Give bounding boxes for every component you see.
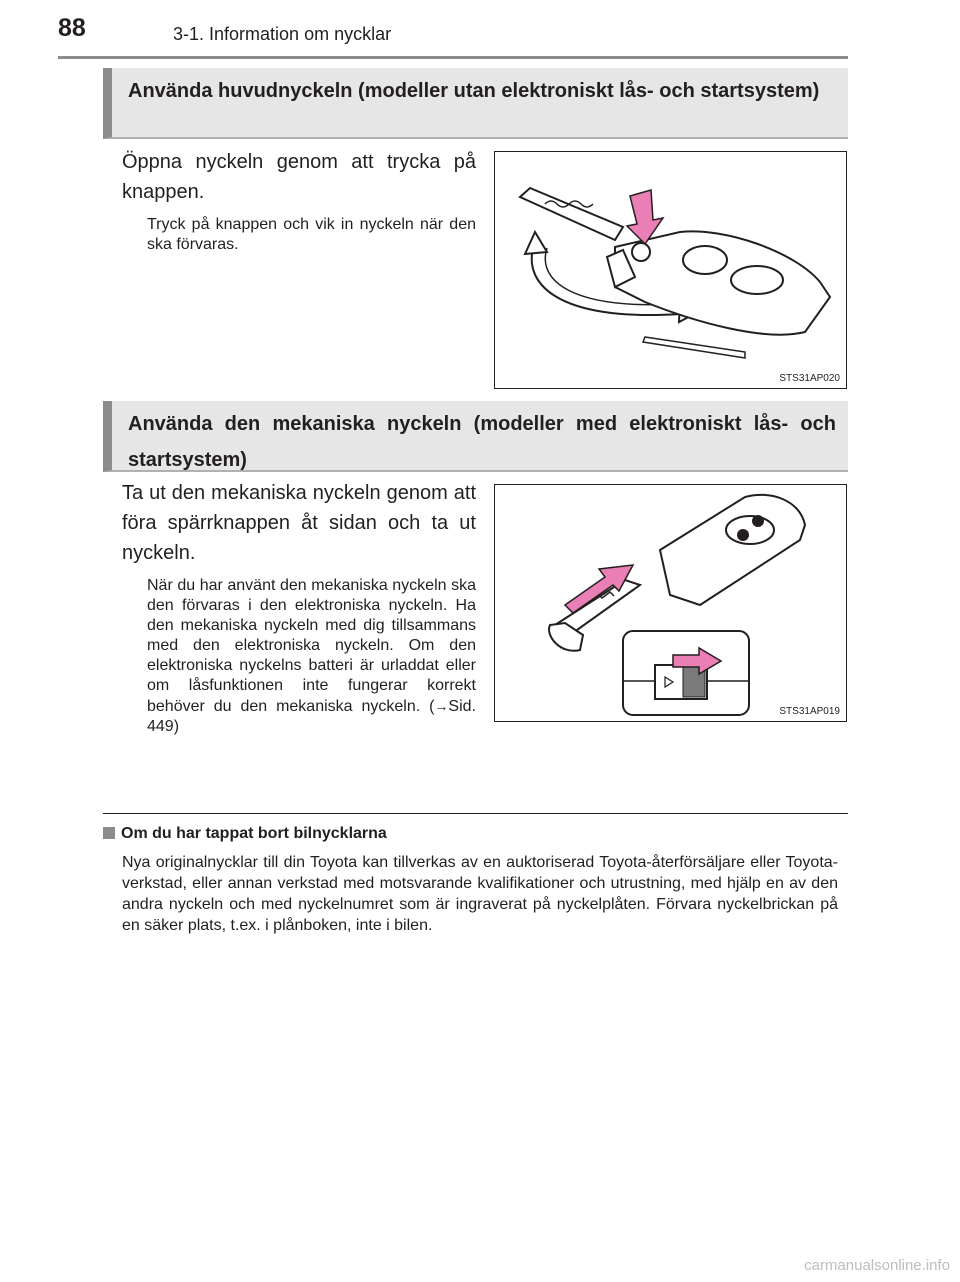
watermark: carmanualsonline.info xyxy=(804,1257,950,1274)
page-reference-link[interactable]: Sid. 449) xyxy=(147,698,476,735)
smart-key-illustration xyxy=(495,485,846,721)
header-rule xyxy=(58,56,848,59)
chapter-title: 3-1. Information om nycklar xyxy=(173,24,392,44)
page-number: 88 xyxy=(58,14,86,42)
arrow-right-icon: → xyxy=(434,698,449,714)
section-heading-main-key xyxy=(103,68,848,139)
section-heading-text: Använda den mekaniska nyckeln (modeller med elektroniskt lås- och startsystem) xyxy=(128,413,836,471)
info-heading xyxy=(103,825,387,843)
square-bullet-icon xyxy=(103,827,115,839)
instruction-note xyxy=(147,576,476,737)
figure-folding-key xyxy=(494,151,847,389)
folding-key-illustration xyxy=(495,152,846,388)
instruction-lead: Ta ut den mekaniska nyckeln genom att föra spärrknappen åt sidan och ta ut nyckeln. xyxy=(122,482,476,564)
info-heading-text: Om du har tappat bort bilnycklarna xyxy=(121,825,387,842)
figure-mechanical-key xyxy=(494,484,847,722)
section-heading-mechanical-key xyxy=(103,401,848,472)
section-heading-text: Använda huvudnyckeln (modeller utan elektroniskt lås- och startsystem) xyxy=(128,80,820,102)
instruction-lead: Öppna nyckeln genom att trycka på knappen. xyxy=(122,151,476,203)
note-text: När du har använt den mekaniska nyckeln ska den förvaras i den elektroniska nyckeln. Ha den mekaniska nyckeln med dig tillsammans med den elektroniska nyckeln. Om den elektroniska nyckelns batteri är urladdat eller om låsfunktionen inte fungerar korrekt behöver du den mekaniska nyckeln. ( xyxy=(147,577,476,715)
info-body: Nya originalnycklar till din Toyota kan tillverkas av en auktoriserad Toyota-återförsäljare eller Toyota-verkstad, eller annan verkstad med motsvarande kvalifikationer och utrustning, med hjälp en av den andra nyckeln och med nyckelnumret som är ingraverat på nyckelplåten. Förvara nyckelbrickan på en säker plats, t.ex. i plånboken, inte i bilen. xyxy=(122,854,838,934)
section-divider xyxy=(103,813,848,814)
figure-code: STS31AP020 xyxy=(779,373,840,384)
instruction-note: Tryck på knappen och vik in nyckeln när den ska förvaras. xyxy=(147,216,476,253)
figure-code: STS31AP019 xyxy=(779,706,840,717)
